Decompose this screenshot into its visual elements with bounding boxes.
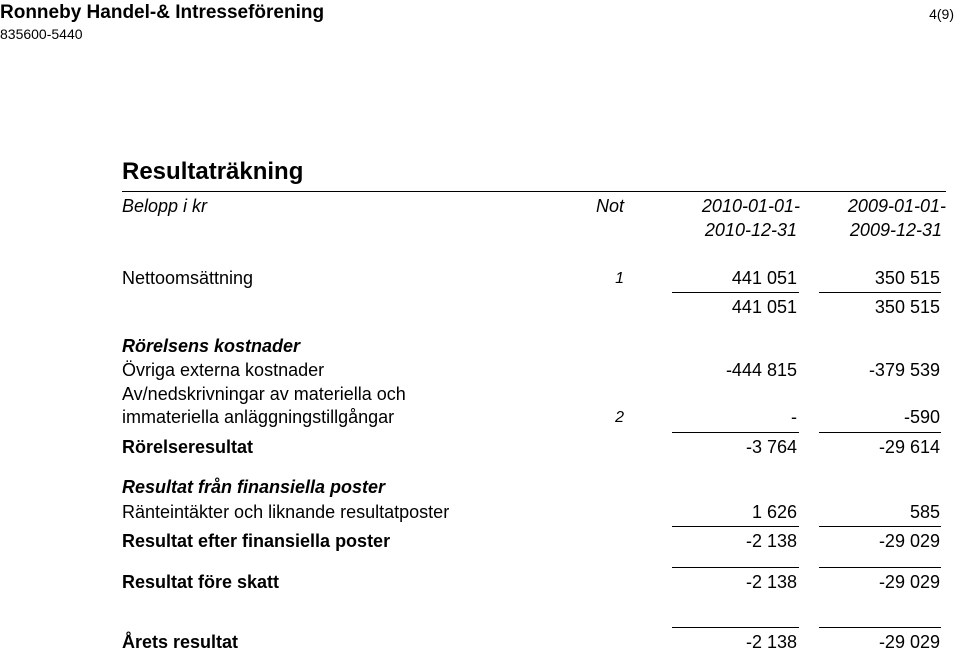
section-heading-operating-expenses: Rörelsens kostnader — [122, 336, 301, 356]
rule-current-net — [672, 627, 799, 628]
value-current-avskrivningar: - — [791, 407, 797, 427]
value-current-rorelseresultat: -3 764 — [745, 437, 797, 457]
value-current-nettoomsattning: 441 051 — [731, 268, 797, 288]
value-current-arets-resultat: -2 138 — [745, 632, 797, 652]
value-current-ovriga-externa: -444 815 — [725, 360, 797, 380]
prior-period-end: 2009-12-31 — [849, 220, 942, 240]
value-prior-rorelseresultat: -29 614 — [878, 437, 940, 457]
value-prior-arets-resultat: -29 029 — [878, 632, 940, 652]
row-label-efter-finansiella: Resultat efter finansiella poster — [122, 531, 391, 551]
rule-current-operating — [672, 432, 799, 433]
value-current-fore-skatt: -2 138 — [745, 572, 797, 592]
row-label-rorelseresultat: Rörelseresultat — [122, 437, 254, 457]
section-heading-financial: Resultat från finansiella poster — [122, 477, 386, 497]
row-label-avskrivningar-line2: immateriella anläggningstillgångar — [122, 407, 395, 427]
rule-prior-net — [819, 627, 941, 628]
currency-label: Belopp i kr — [122, 196, 208, 216]
row-label-arets-resultat: Årets resultat — [122, 632, 239, 652]
value-current-efter-finansiella: -2 138 — [745, 531, 797, 551]
statement-title: Resultaträkning — [122, 158, 304, 185]
rule-current-pretax — [672, 567, 799, 568]
row-label-nettoomsattning: Nettoomsättning — [122, 268, 254, 288]
value-prior-ranteintakter: 585 — [909, 502, 940, 522]
row-label-ovriga-externa: Övriga externa kostnader — [122, 360, 325, 380]
current-period-end: 2010-12-31 — [704, 220, 797, 240]
page-indicator: 4(9) — [929, 6, 954, 22]
organization-name: Ronneby Handel-& Intresseförening — [0, 2, 325, 23]
title-divider — [122, 191, 946, 192]
value-prior-fore-skatt: -29 029 — [878, 572, 940, 592]
rule-prior-operating — [819, 432, 941, 433]
value-current-ranteintakter: 1 626 — [751, 502, 797, 522]
rule-current-financial — [672, 526, 799, 527]
value-prior-avskrivningar: -590 — [903, 407, 940, 427]
note-ref-2: 2 — [615, 409, 624, 426]
subtotal-rule-current — [672, 292, 799, 293]
note-column-header: Not — [595, 196, 624, 216]
row-label-avskrivningar-line1: Av/nedskrivningar av materiella och — [122, 384, 406, 404]
note-ref-1: 1 — [615, 270, 624, 287]
value-current-revenue-subtotal: 441 051 — [731, 297, 797, 317]
rule-prior-pretax — [819, 567, 941, 568]
current-period-start: 2010-01-01- — [701, 196, 800, 216]
value-prior-efter-finansiella: -29 029 — [878, 531, 940, 551]
value-prior-nettoomsattning: 350 515 — [874, 268, 940, 288]
value-prior-ovriga-externa: -379 539 — [868, 360, 940, 380]
value-prior-revenue-subtotal: 350 515 — [874, 297, 940, 317]
row-label-fore-skatt: Resultat före skatt — [122, 572, 280, 592]
rule-prior-financial — [819, 526, 941, 527]
prior-period-start: 2009-01-01- — [847, 196, 946, 216]
row-label-ranteintakter: Ränteintäkter och liknande resultatposter — [122, 502, 450, 522]
subtotal-rule-prior — [819, 292, 941, 293]
organization-number: 835600-5440 — [0, 26, 83, 42]
